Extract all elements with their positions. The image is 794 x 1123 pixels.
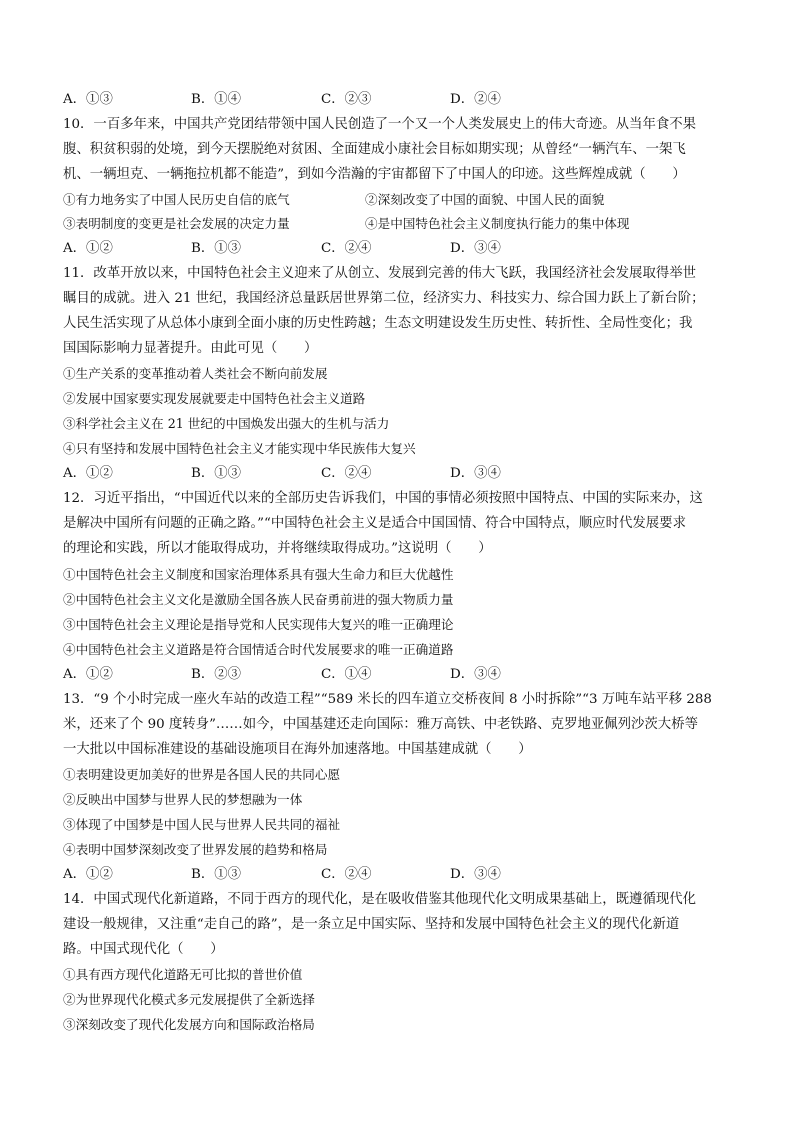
statement-2: ②为世界现代化模式多元发展提供了全新选择 <box>63 992 315 1007</box>
question-text-line: 13．“9 个小时完成一座火车站的改造工程”“589 米长的四车道立交桥夜间 8 小时拆除”“3 万吨车站平移 288 <box>63 692 712 707</box>
option-a[interactable]: A．①② <box>63 867 113 882</box>
option-c[interactable]: C．②③ <box>321 92 372 107</box>
question-text-line: 路。中国式现代化（ ） <box>63 942 224 957</box>
question-text-line: 10．一百多年来，中国共产党团结带领中国人民创造了一个又一个人类发展史上的伟大奇迹。从当年食不果 <box>63 117 697 132</box>
statement-1: ①中国特色社会主义制度和国家治理体系具有强大生命力和巨大优越性 <box>63 567 454 582</box>
option-d[interactable]: D．③④ <box>450 667 501 682</box>
prev-question-options <box>63 91 738 109</box>
statement-3: ③表明制度的变更是社会发展的决定力量 <box>63 216 290 231</box>
statement-2: ②反映出中国梦与世界人民的梦想融为一体 <box>63 792 303 807</box>
question-12-options <box>63 666 738 684</box>
question-13-options <box>63 866 738 884</box>
statement-4: ④是中国特色社会主义制度执行能力的集中体现 <box>365 216 630 231</box>
statement-row <box>63 215 738 233</box>
question-text-line: 国国际影响力显著提升。由此可见（ ） <box>63 341 318 356</box>
option-b[interactable]: B．①③ <box>191 867 242 882</box>
statement-1: ①表明建设更加美好的世界是各国人民的共同心愿 <box>63 767 341 782</box>
statement-3: ③中国特色社会主义理论是指导党和人民实现伟大复兴的唯一正确理论 <box>63 617 454 632</box>
question-text-line: 瞩目的成就。进入 21 世纪，我国经济总量跃居世界第二位，经济实力、科技实力、综合国力跃上了新台阶； <box>63 291 705 306</box>
statement-1: ①具有西方现代化道路无可比拟的普世价值 <box>63 967 303 982</box>
option-d[interactable]: D．③④ <box>450 867 501 882</box>
statement-2: ②发展中国家要实现发展就要走中国特色社会主义道路 <box>63 391 366 406</box>
question-text-line: 14．中国式现代化新道路，不同于西方的现代化，是在吸收借鉴其他现代化文明成果基础上，既遵循现代化 <box>63 892 697 907</box>
question-text-line: 是解决中国所有问题的正确之路。”“中国特色社会主义是适合中国国情、符合中国特点，顺应时代发展要求 <box>63 516 686 531</box>
statement-3: ③科学社会主义在 21 世纪的中国焕发出强大的生机与活力 <box>63 416 390 431</box>
statement-row <box>63 191 738 209</box>
option-b[interactable]: B．①③ <box>191 466 242 481</box>
question-10-options <box>63 240 738 258</box>
statement-4: ④只有坚持和发展中国特色社会主义才能实现中华民族伟大复兴 <box>63 441 416 456</box>
option-a[interactable]: A．①② <box>63 466 113 481</box>
option-d[interactable]: D．③④ <box>450 241 501 256</box>
statement-3: ③体现了中国梦是中国人民与世界人民共同的福祉 <box>63 817 341 832</box>
option-a[interactable]: A．①③ <box>63 92 113 107</box>
statement-3: ③深刻改变了现代化发展方向和国际政治格局 <box>63 1017 315 1032</box>
option-c[interactable]: C．②④ <box>321 867 372 882</box>
question-text-line: 建设一般规律，又注重“走自己的路”，是一条立足中国实际、坚持和发展中国特色社会主义的现代化新道 <box>63 917 680 932</box>
question-text-line: 米，还来了个 90 度转身”……如今，中国基建还走向国际：雅万高铁、中老铁路、克罗地亚佩列沙茨大桥等 <box>63 717 698 732</box>
statement-4: ④中国特色社会主义道路是符合国情适合时代发展要求的唯一正确道路 <box>63 642 454 657</box>
question-text-line: 腹、积贫积弱的处境，到今天摆脱绝对贫困、全面建成小康社会目标如期实现；从曾经“一辆汽车、一架飞 <box>63 142 686 157</box>
option-a[interactable]: A．①② <box>63 241 113 256</box>
question-text-line: 一大批以中国标准建设的基础设施项目在海外加速落地。中国基建成就（ ） <box>63 742 532 757</box>
question-text-line: 12．习近平指出，“中国近代以来的全部历史告诉我们，中国的事情必须按照中国特点、中国的实际来办，这 <box>63 491 703 506</box>
statement-4: ④表明中国梦深刻改变了世界发展的趋势和格局 <box>63 842 328 857</box>
option-b[interactable]: B．①③ <box>191 241 242 256</box>
option-c[interactable]: C．①④ <box>321 667 372 682</box>
option-b[interactable]: B．②③ <box>191 667 242 682</box>
statement-1: ①有力地务实了中国人民历史自信的底气 <box>63 192 290 207</box>
option-d[interactable]: D．②④ <box>450 92 501 107</box>
statement-2: ②深刻改变了中国的面貌、中国人民的面貌 <box>365 192 605 207</box>
option-c[interactable]: C．②④ <box>321 241 372 256</box>
question-text-line: 人民生活实现了从总体小康到全面小康的历史性跨越；生态文明建设发生历史性、转折性、全局性变化；我 <box>63 316 693 331</box>
option-c[interactable]: C．②④ <box>321 466 372 481</box>
question-11-options <box>63 465 738 483</box>
question-text-line: 11．改革开放以来，中国特色社会主义迎来了从创立、发展到完善的伟大飞跃，我国经济社会发展取得举世 <box>63 266 697 281</box>
option-d[interactable]: D．③④ <box>450 466 501 481</box>
question-text-line: 机、一辆坦克、一辆拖拉机都不能造”，到如今浩瀚的宇宙都留下了中国人的印迹。这些辉煌成就（ ） <box>63 167 686 182</box>
option-a[interactable]: A．①② <box>63 667 113 682</box>
option-b[interactable]: B．①④ <box>191 92 242 107</box>
statement-2: ②中国特色社会主义文化是激励全国各族人民奋勇前进的强大物质力量 <box>63 592 454 607</box>
statement-1: ①生产关系的变革推动着人类社会不断向前发展 <box>63 366 328 381</box>
question-text-line: 的理论和实践，所以才能取得成功，并将继续取得成功。”这说明（ ） <box>63 541 492 556</box>
